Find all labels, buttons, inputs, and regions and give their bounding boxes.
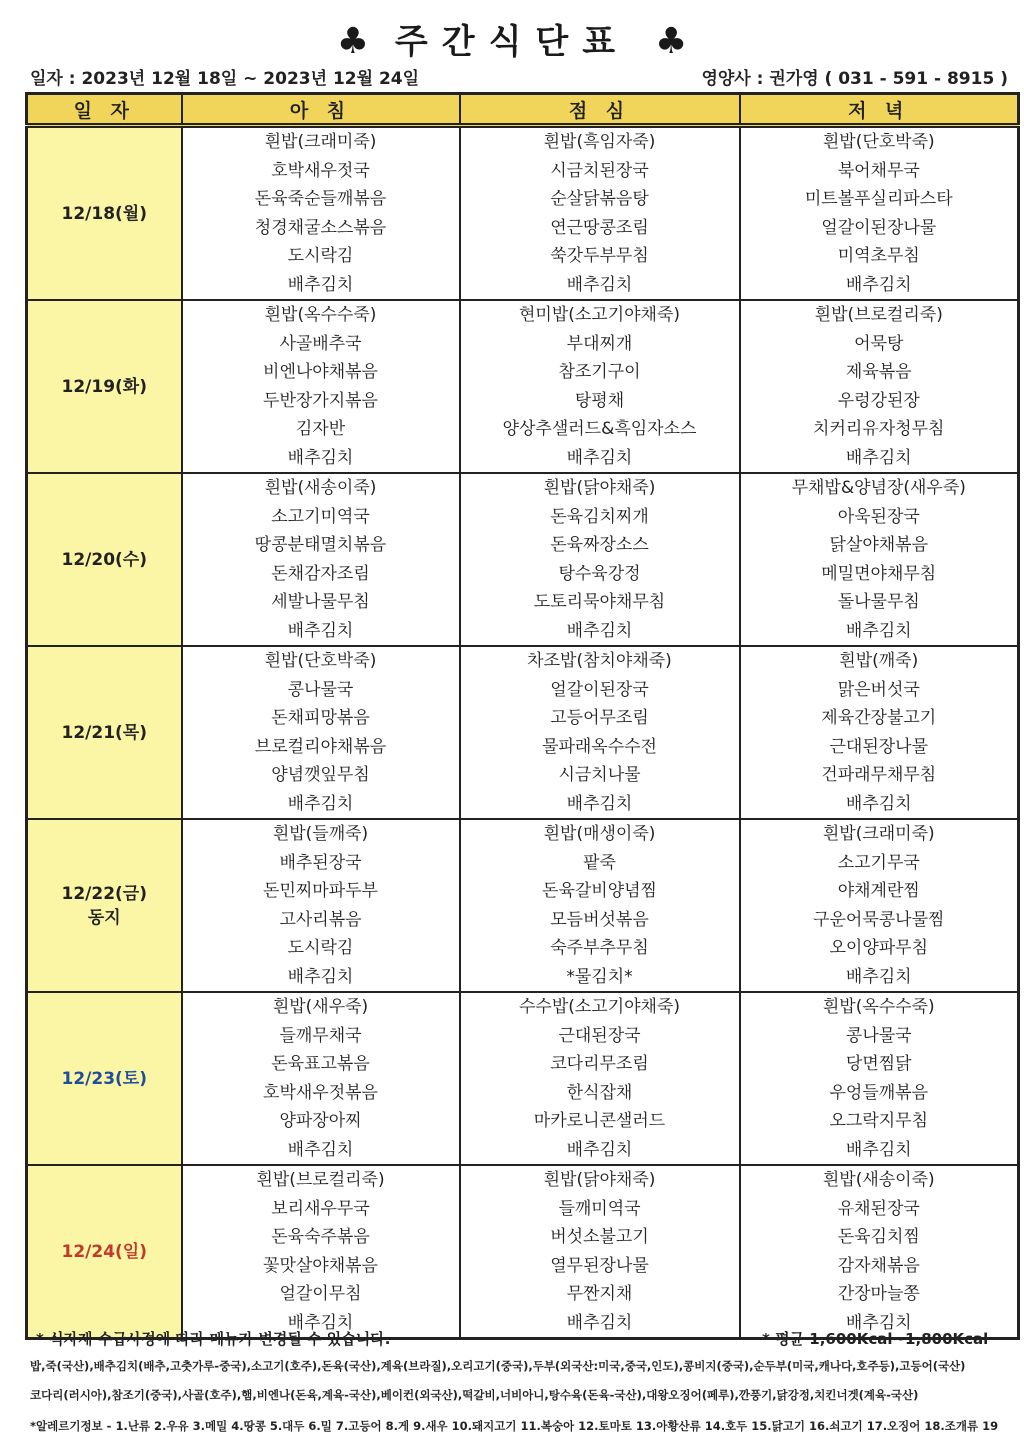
menu-item: 우렁강된장 [837,390,920,411]
menu-item: 근대된장국 [558,1025,641,1046]
date-label: 12/20(수) [61,549,147,570]
origin-info-line-2: 코다리(러시아),참조기(중국),사골(호주),햄,비엔나(돈육,계육-국산),베이컨(외국산),떡갈비,너비아니,탕수육(돈육-국산),대왕오징어(페루),깐풍기,닭강정,치킨너겟(계육-국산) [30,1388,919,1402]
menu-item: 돈민찌마파두부 [263,881,378,901]
header-dinner: 저 녁 [740,94,1019,126]
club-icon-right: ♣ [654,21,688,62]
lunch-cell [460,992,740,1165]
menu-item: 팥죽 [583,852,616,873]
menu-item: 치커리유자청무침 [813,419,945,439]
menu-item: 청경채굴소스볶음 [254,217,387,238]
menu-item: 배추김치 [845,966,912,987]
breakfast-cell [182,819,460,992]
menu-item: 배추김치 [845,1139,912,1160]
date-cell [27,300,182,473]
menu-item: 양념깻잎무침 [271,765,370,785]
change-notice: * 식자재 수급사정에 따라 메뉴가 변경될 수 있습니다. [36,1330,391,1348]
menu-item: 배추김치 [287,447,354,468]
menu-item: 흰밥(새송이죽) [822,1170,935,1190]
allergy-info: *알레르기정보 - 1.난류 2.우유 3.메밀 4.땅콩 5.대두 6.밀 7.고등어 8.게 9.새우 10.돼지고기 11.복숭아 12.토마토 13.아황산류 14.호두 15.닭고기 16.쇠고기 17.오징어 18.조개류 19 [30,1419,999,1433]
menu-item: 도토리묵야채무침 [533,592,666,612]
dinner-cell [740,1165,1019,1339]
menu-item: 버섯소불고기 [550,1227,649,1247]
menu-item: 호박새우젓볶음 [263,1082,378,1103]
menu-item: 흰밥(옥수수죽) [822,997,935,1017]
menu-item: 배추김치 [566,1312,633,1333]
date-label: 12/18(월) [61,203,147,224]
menu-item: 배추김치 [845,274,912,295]
menu-item: 배추김치 [287,1139,354,1160]
dinner-cell [740,473,1019,646]
day-row [27,646,1019,819]
menu-item: 흰밥(새송이죽) [264,478,377,498]
menu-item: 돈육표고볶음 [271,1054,370,1074]
origin-info-line-1: 밥,죽(국산),배추김치(배추,고춧가루-중국),소고기(호주),돈육(국산),계육(브라질),오리고기(중국),두부(외국산:미국,중국,인도),콩비지(중국),순두부(미국,캐나다,호주등),고등어(국산) [30,1359,966,1373]
menu-item: 배추김치 [845,620,912,641]
menu-item: 북어채무국 [837,160,920,181]
menu-item: 맑은버섯국 [837,679,920,700]
menu-item: 마카로니콘샐러드 [533,1111,666,1131]
menu-item: 돈육갈비양념찜 [542,881,657,901]
breakfast-cell [182,126,460,301]
menu-item: 돈육김치찜 [837,1227,920,1247]
menu-item: 고사리볶음 [279,909,362,930]
club-icon-left: ♣ [336,21,370,62]
menu-item: 참조기구이 [558,362,641,382]
menu-item: 배추김치 [287,793,354,814]
menu-item: 흰밥(닭야채죽) [543,478,656,498]
menu-item: 제육볶음 [845,362,912,382]
date-label: 12/22(금) [61,883,147,904]
menu-item: 꽃맛살야채볶음 [263,1255,378,1276]
period-text: 일자 : 2023년 12월 18일 ~ 2023년 12월 24일 [30,69,420,89]
date-label: 12/19(화) [61,376,147,397]
menu-item: 흰밥(깨죽) [839,651,919,671]
menu-item: 수수밥(소고기야채죽) [518,997,681,1017]
menu-table [25,92,1020,1340]
dinner-cell [740,646,1019,819]
date-cell [27,646,182,819]
lunch-cell [460,473,740,646]
date-cell [27,126,182,301]
menu-item: 흰밥(크래미죽) [822,824,935,844]
menu-item: 배추김치 [287,620,354,641]
day-row [27,300,1019,473]
menu-item: 무짠지채 [566,1284,633,1304]
menu-item: 열무된장나물 [550,1255,649,1276]
menu-item: 흰밥(닭야채죽) [543,1170,656,1190]
menu-item: 감자채볶음 [837,1255,920,1276]
lunch-cell [460,126,740,301]
date-label: 12/23(토) [61,1068,147,1089]
menu-item: 배추김치 [566,793,633,814]
menu-item: 흰밥(옥수수죽) [264,305,377,325]
page-title [0,14,1024,63]
menu-item: 배추김치 [845,447,912,468]
dinner-cell [740,819,1019,992]
menu-item: 얼갈이무침 [279,1284,362,1304]
menu-item: 연근땅콩조림 [550,217,649,238]
date-cell [27,992,182,1165]
menu-item: 고등어무조림 [550,708,649,728]
menu-item: 브로컬리야채볶음 [254,736,387,757]
menu-item: 어묵탕 [854,333,904,354]
title-text: 주간식단표 [394,22,630,62]
menu-item: 김자반 [295,419,346,439]
menu-item: 돌나물무침 [837,592,920,612]
menu-item: 흰밥(들깨죽) [272,824,369,844]
date-cell [27,819,182,992]
menu-item: 돈육짜장소스 [550,535,649,555]
menu-item: 양파장아찌 [279,1111,362,1131]
menu-item: 배추김치 [566,447,633,468]
date-note: 동지 [87,907,121,928]
menu-item: 도시락김 [287,246,354,266]
breakfast-cell [182,646,460,819]
day-row [27,473,1019,646]
menu-item: 비엔나야채볶음 [263,362,378,382]
menu-item: 흰밥(단호박죽) [264,651,377,671]
menu-item: 배추김치 [566,1139,633,1160]
lunch-cell [460,819,740,992]
date-cell [27,1165,182,1339]
menu-item: 미트볼푸실리파스타 [804,189,953,209]
menu-item: 구운어묵콩나물찜 [813,909,945,930]
menu-item: 배추김치 [845,1312,912,1333]
menu-item: 오그락지무침 [829,1111,929,1131]
menu-item: 무채밥&양념장(새우죽) [791,478,966,498]
menu-item: 현미밥(소고기야채죽) [518,305,681,325]
menu-item: 도시락김 [287,938,354,958]
menu-item: 소고기무국 [837,852,920,873]
dinner-cell [740,992,1019,1165]
menu-item: 야채계란찜 [837,881,920,901]
header-date: 일 자 [27,94,182,126]
date-cell [27,473,182,646]
header-lunch: 점 심 [460,94,740,126]
menu-item: 흰밥(브로컬리죽) [256,1170,385,1190]
menu-item: 사골배추국 [279,333,362,354]
menu-item: 흰밥(매생이죽) [543,824,656,844]
menu-item: 유채된장국 [837,1198,920,1219]
menu-item: 얼갈이된장나물 [821,217,937,238]
menu-item: 아욱된장국 [837,506,920,527]
menu-item: 숙주부추무침 [550,938,649,958]
menu-item: 두반장가지볶음 [263,390,378,411]
day-row [27,992,1019,1165]
menu-item: 시금치된장국 [550,160,649,181]
menu-item: 배추김치 [287,274,354,295]
header-row [27,94,1019,126]
menu-item: 돈육죽순들깨볶음 [254,189,387,209]
date-label: 12/21(목) [61,722,147,743]
lunch-cell [460,646,740,819]
menu-item: 배추된장국 [279,852,362,873]
menu-item: 흰밥(단호박죽) [822,132,935,152]
menu-item: 세발나물무침 [271,592,370,612]
menu-item: 호박새우젓국 [271,160,370,181]
menu-item: 부대찌개 [566,333,633,354]
menu-item: 양상추샐러드&흑임자소스 [502,419,697,439]
menu-item: 돈육숙주볶음 [271,1227,370,1247]
day-row [27,819,1019,992]
lunch-cell [460,300,740,473]
menu-item: 탕수육강정 [558,563,641,584]
menu-item: 흰밥(새우죽) [272,997,369,1017]
menu-item: 흰밥(흑임자죽) [543,132,656,152]
menu-item: 배추김치 [566,274,633,295]
menu-item: 시금치나물 [558,765,641,785]
menu-item: 콩나물국 [287,679,354,700]
breakfast-cell [182,1165,460,1339]
menu-item: 메밀면야채무침 [821,563,937,584]
menu-item: 미역초무침 [837,246,920,266]
menu-item: 돈채피망볶음 [271,708,370,728]
menu-item: *물김치* [566,966,633,987]
menu-item: 배추김치 [566,620,633,641]
menu-item: 흰밥(브로컬리죽) [814,305,943,325]
dinner-cell [740,300,1019,473]
lunch-cell [460,1165,740,1339]
menu-item: 돈육김치찌개 [550,506,649,527]
menu-item: 들깨무채국 [279,1025,362,1046]
dinner-cell [740,126,1019,301]
menu-item: 한식잡채 [566,1082,633,1103]
menu-item: 당면찜닭 [845,1054,912,1074]
menu-item: 근대된장나물 [829,736,929,757]
day-row [27,126,1019,301]
calorie-info: * 평균 1,600Kcal~1,800Kcal [762,1330,989,1348]
menu-item: 배추김치 [845,793,912,814]
menu-item: 배추김치 [287,966,354,987]
menu-item: 물파래옥수수전 [542,736,657,757]
breakfast-cell [182,992,460,1165]
menu-item: 얼갈이된장국 [550,679,649,700]
menu-item: 차조밥(참치야채죽) [527,651,672,671]
menu-item: 닭살야채볶음 [829,535,929,555]
menu-item: 코다리무조림 [550,1054,649,1074]
breakfast-cell [182,473,460,646]
menu-item: 제육간장불고기 [821,708,937,728]
menu-item: 간장마늘쫑 [837,1284,920,1304]
menu-item: 우엉들깨볶음 [829,1082,929,1103]
menu-item: 탕평채 [574,390,625,411]
menu-item: 건파래무채무침 [821,765,937,785]
menu-item: 보리새우무국 [271,1198,370,1219]
menu-item: 배추김치 [287,1312,354,1333]
menu-item: 흰밥(크래미죽) [264,132,377,152]
menu-item: 모듬버섯볶음 [550,909,649,930]
menu-item: 돈채감자조림 [271,563,370,584]
breakfast-cell [182,300,460,473]
menu-item: 들깨미역국 [558,1198,641,1219]
menu-item: 순살닭볶음탕 [550,189,649,209]
menu-item: 쑥갓두부무침 [550,246,649,266]
menu-item: 콩나물국 [845,1025,912,1046]
date-label: 12/24(일) [61,1241,147,1262]
day-row [27,1165,1019,1339]
header-breakfast: 아 침 [182,94,460,126]
menu-item: 소고기미역국 [271,506,370,527]
menu-item: 땅콩분태멸치볶음 [254,535,387,555]
menu-item: 오이양파무침 [829,938,929,958]
nutritionist-text: 영양사 : 권가영 ( 031 - 591 - 8915 ) [701,69,1008,89]
